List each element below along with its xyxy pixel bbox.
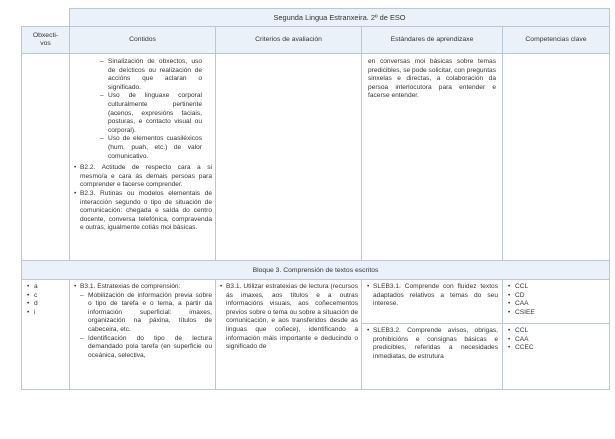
- list-item: • c: [26, 292, 65, 301]
- contidos-sublist: [80, 292, 212, 361]
- list-item: • a: [26, 283, 65, 292]
- header-obxectivos: Obxecti- vos: [22, 27, 70, 54]
- list-item: – Uso de linguaxe corporal culturalmente pertinente (acenos, expresións faciais, posturas, e contacto visual ou corporal).: [100, 92, 212, 135]
- obxectivos-cell: [22, 280, 70, 390]
- estandares-cell: [362, 54, 503, 261]
- column-header-row: [22, 27, 610, 54]
- obxectivos-list: [26, 283, 65, 317]
- competencias-list: [507, 283, 605, 317]
- list-item: • B3.1. Estratexias de comprensión: – Mobilización de información previa sobre o tipo de tarefa e o tema, a partir da información superficial: imaxes, organización na páxina, títulos de cabeceira, etc. – Identificación do tipo de lectura demandado pola tarefa (en superficie ou oceánica, selectiva,: [73, 283, 212, 360]
- criterios-cell: [216, 280, 362, 390]
- list-item: • B2.3. Rutinas ou modelos elementais de interacción segundo o tipo de situación de comunicación: chegada e saída do centro docente, conversa telefónica, compravenda e outras, igualmente cotiás moi básicas.: [73, 190, 212, 233]
- header-competencias: Competencias clave: [503, 27, 610, 54]
- criterios-list: [219, 283, 358, 352]
- list-item: – Identificación do tipo de lectura demandado pola tarefa (en superficie ou oceánica, selectiva,: [80, 335, 212, 361]
- list-item: • CCL: [507, 327, 605, 336]
- header-contidos: Contidos: [70, 27, 216, 54]
- list-item: • CCEC: [507, 344, 605, 353]
- list-item: • SLEB3.2. Comprende avisos, obrigas, prohibicións e consignas básicas e predicibles, referidas a necesidades inmediatas, de estrutura: [366, 327, 498, 361]
- contidos-list: [73, 164, 212, 233]
- table-title: Segunda Lingua Estranxeira. 2º de ESO: [70, 9, 610, 27]
- criterios-cell: [216, 54, 362, 261]
- list-item: – Uso de elementos cuasiléxicos (hum, puah, etc.) de valor comunicativo.: [100, 135, 212, 161]
- list-item: • CSIEE: [507, 309, 605, 318]
- contidos-cell: [70, 280, 216, 390]
- block-title: Bloque 3. Comprensión de textos escritos: [22, 261, 610, 280]
- list-item: • B2.2. Actitude de respecto cara a si mesmo/a e cara ás demais persoas para comprender e facerse comprender.: [73, 164, 212, 190]
- competencias-cell: [503, 54, 610, 261]
- curriculum-table: [21, 8, 610, 390]
- header-criterios: Criterios de avaliación: [216, 27, 362, 54]
- table-row: [22, 280, 610, 390]
- list-item: • i: [26, 309, 65, 318]
- estandares-list: [366, 327, 498, 361]
- header-estandares: Estándares de aprendizaxe: [362, 27, 503, 54]
- contidos-cell: [70, 54, 216, 261]
- table-row: [22, 54, 610, 261]
- list-item: • CCL: [507, 283, 605, 292]
- list-item: • SLEB3.1. Comprende con fluidez textos adaptados relativos a temas do seu interese.: [366, 283, 498, 309]
- list-item: • CAA: [507, 300, 605, 309]
- table-title-row: [22, 9, 610, 27]
- competencias-list: [507, 327, 605, 353]
- estandares-text: en conversas moi básicas sobre temas predicibles, se pode solicitar, con preguntas sinxelas e directas, a colaboración da persoa interlocutora para entender e facerse entender.: [368, 58, 496, 100]
- list-item: • d: [26, 300, 65, 309]
- list-item: – Sinalización de obxectos, uso de deícticos ou realización de accións que aclaran o significado.: [100, 58, 212, 92]
- estandares-list: [366, 283, 498, 309]
- competencias-cell: [503, 280, 610, 390]
- list-item: • CAA: [507, 336, 605, 345]
- contidos-sublist: [100, 58, 212, 161]
- contidos-list: [73, 283, 212, 360]
- list-item: • B3.1. Utilizar estratexias de lectura (recursos ás imaxes, aos títulos e a outras informacións visuais, aos coñecementos previos sobre o tema ou sobre a situación de comunicación, e aos transferidos desde as linguas que coñece), identificando a información máis importante e deducindo o significado de: [219, 283, 358, 352]
- obxectivos-cell: [22, 54, 70, 261]
- list-item: • CD: [507, 292, 605, 301]
- list-item: – Mobilización de información previa sobre o tipo de tarefa e o tema, a partir da información superficial: imaxes, organización na páxina, títulos de cabeceira, etc.: [80, 292, 212, 335]
- estandares-cell: [362, 280, 503, 390]
- block-title-row: [22, 261, 610, 280]
